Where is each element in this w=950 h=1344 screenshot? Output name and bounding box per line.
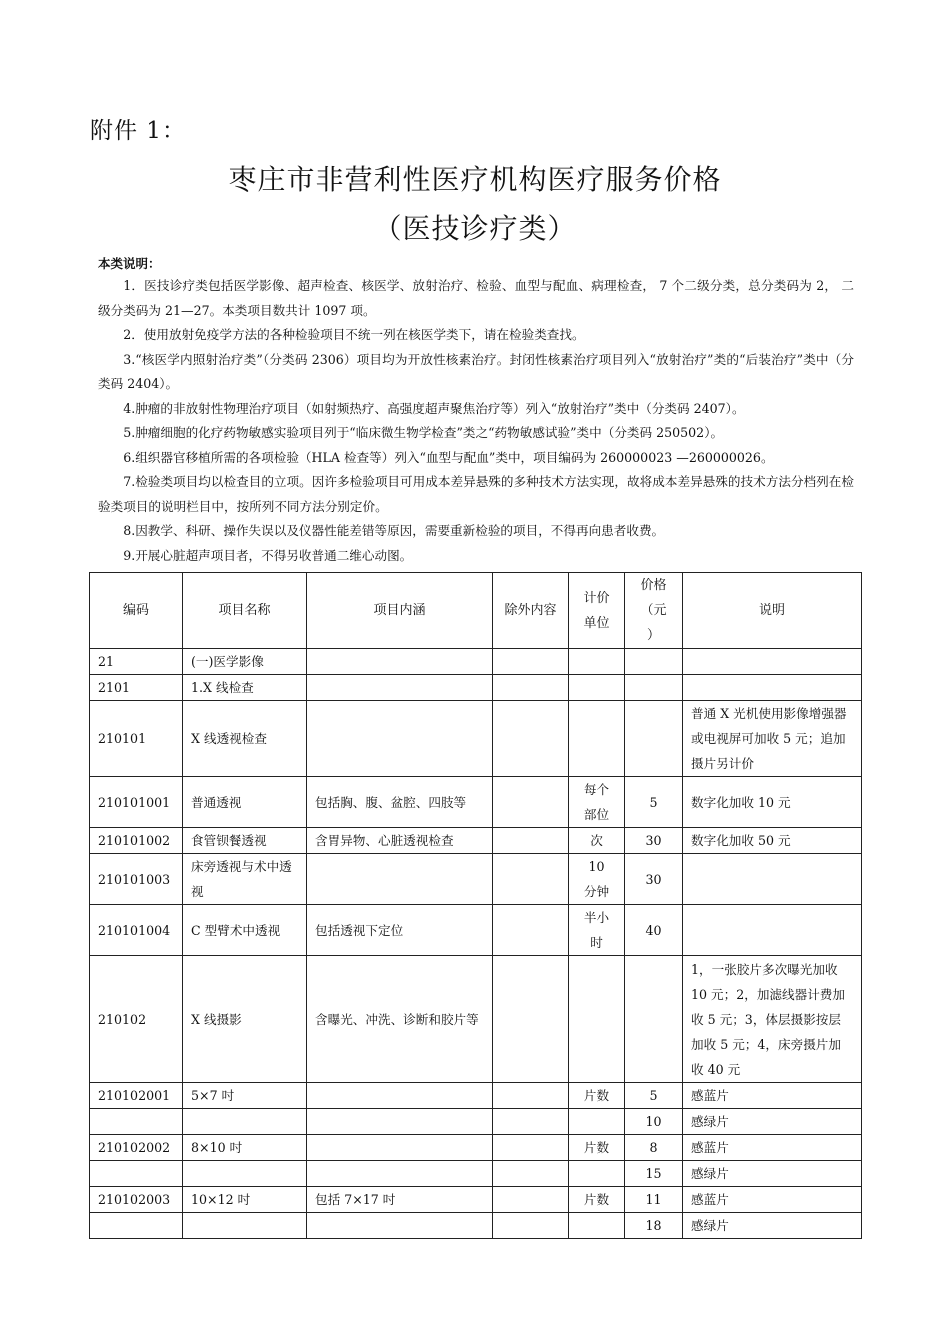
note-item: 9.开展心脏超声项目者，不得另收普通二维心动图。 bbox=[123, 547, 413, 563]
price-table bbox=[89, 572, 862, 1239]
header-content: 项目内涵 bbox=[307, 573, 493, 649]
table-row bbox=[90, 1213, 862, 1239]
cell-note: 1，一张胶片多次曝光加收 10 元；2，加滤线器计费加收 5 元；3，体层摄影按层加收 5 元；4，床旁摄片加收 40 元 bbox=[683, 956, 862, 1083]
cell-excluded bbox=[493, 905, 569, 956]
cell-unit-text: 片数 bbox=[583, 1140, 610, 1155]
cell-unit-text: 10 分钟 bbox=[583, 859, 610, 899]
cell-content: 包括透视下定位 bbox=[307, 905, 493, 956]
cell-code: 210101002 bbox=[90, 828, 183, 854]
cell-unit bbox=[569, 828, 625, 854]
cell-content: 包括胸、腹、盆腔、四肢等 bbox=[307, 777, 493, 828]
cell-code: 210101004 bbox=[90, 905, 183, 956]
cell-excluded bbox=[493, 956, 569, 1083]
cell-excluded bbox=[493, 675, 569, 701]
cell-unit-text: 片数 bbox=[583, 1192, 610, 1207]
cell-code: 210102003 bbox=[90, 1187, 183, 1213]
note-item: 2．使用放射免疫学方法的各种检验项目不统一列在核医学类下，请在检验类查找。 bbox=[123, 327, 585, 342]
cell-name bbox=[183, 1161, 307, 1187]
cell-note: 数字化加收 10 元 bbox=[683, 777, 862, 828]
cell-code: 2101 bbox=[90, 675, 183, 701]
cell-price: 5 bbox=[625, 777, 683, 828]
cell-unit bbox=[569, 701, 625, 777]
header-note: 说明 bbox=[683, 573, 862, 649]
cell-content bbox=[307, 675, 493, 701]
cell-price bbox=[625, 675, 683, 701]
header-unit bbox=[569, 573, 625, 649]
notes-heading: 本类说明： bbox=[98, 256, 161, 271]
cell-note bbox=[683, 905, 862, 956]
cell-content: 包括 7×17 吋 bbox=[307, 1187, 493, 1213]
note-item: 5.肿瘤细胞的化疗药物敏感实验项目列于“临床微生物学检查”类之“药物敏感试验”类中（分类码 250502）。 bbox=[123, 425, 724, 440]
cell-name: 1.X 线检查 bbox=[183, 675, 307, 701]
cell-note bbox=[683, 854, 862, 905]
cell-unit bbox=[569, 649, 625, 675]
cell-price: 15 bbox=[625, 1161, 683, 1187]
cell-excluded bbox=[493, 777, 569, 828]
header-excluded: 除外内容 bbox=[493, 573, 569, 649]
cell-unit bbox=[569, 777, 625, 828]
note-item: 6.组织器官移植所需的各项检验（HLA 检查等）列入“血型与配血”类中，项目编码为 260000023 —260000026。 bbox=[123, 449, 774, 465]
cell-name: X 线摄影 bbox=[183, 956, 307, 1083]
table-body bbox=[90, 649, 862, 1239]
cell-name: 食管钡餐透视 bbox=[183, 828, 307, 854]
cell-price bbox=[625, 649, 683, 675]
cell-excluded bbox=[493, 854, 569, 905]
header-code: 编码 bbox=[90, 573, 183, 649]
cell-content bbox=[307, 1135, 493, 1161]
cell-name: 8×10 吋 bbox=[183, 1135, 307, 1161]
cell-unit bbox=[569, 1135, 625, 1161]
cell-name bbox=[183, 1213, 307, 1239]
cell-price: 8 bbox=[625, 1135, 683, 1161]
header-name: 项目名称 bbox=[183, 573, 307, 649]
cell-price: 18 bbox=[625, 1213, 683, 1239]
cell-code: 210101003 bbox=[90, 854, 183, 905]
cell-content bbox=[307, 649, 493, 675]
table-row bbox=[90, 1187, 862, 1213]
note-item: 1．医技诊疗类包括医学影像、超声检查、核医学、放射治疗、检验、血型与配血、病理检查， 7 个二级分类，总分类码为 2， 二级分类码为 21—27。本类项目数共计 1097 项。 bbox=[98, 278, 854, 318]
table-row bbox=[90, 1135, 862, 1161]
cell-note bbox=[683, 649, 862, 675]
cell-price: 11 bbox=[625, 1187, 683, 1213]
cell-code: 21 bbox=[90, 649, 183, 675]
cell-name: (一)医学影像 bbox=[183, 649, 307, 675]
note-item: 7.检验类项目均以检查目的立项。因许多检验项目可用成本差异悬殊的多种技术方法实现，故将成本差异悬殊的技术方法分档列在检验类项目的说明栏目中，按所列不同方法分别定价。 bbox=[98, 474, 854, 514]
cell-unit bbox=[569, 1109, 625, 1135]
cell-unit-text: 次 bbox=[590, 833, 603, 848]
cell-content bbox=[307, 1109, 493, 1135]
cell-price: 30 bbox=[625, 854, 683, 905]
cell-name: C 型臂术中透视 bbox=[183, 905, 307, 956]
cell-excluded bbox=[493, 1083, 569, 1109]
cell-note: 普通 X 光机使用影像增强器或电视屏可加收 5 元；追加摄片另计价 bbox=[683, 701, 862, 777]
cell-note: 感绿片 bbox=[683, 1213, 862, 1239]
table-row bbox=[90, 649, 862, 675]
cell-price: 40 bbox=[625, 905, 683, 956]
cell-price bbox=[625, 701, 683, 777]
cell-code: 210101001 bbox=[90, 777, 183, 828]
table-header-row bbox=[90, 573, 862, 649]
table-row bbox=[90, 1161, 862, 1187]
table-row bbox=[90, 956, 862, 1083]
cell-unit bbox=[569, 854, 625, 905]
cell-unit bbox=[569, 1187, 625, 1213]
cell-price: 30 bbox=[625, 828, 683, 854]
cell-note: 感蓝片 bbox=[683, 1187, 862, 1213]
cell-code bbox=[90, 1213, 183, 1239]
table-row bbox=[90, 1083, 862, 1109]
header-price bbox=[625, 573, 683, 649]
header-price-text: 价格（元） bbox=[640, 578, 667, 643]
cell-unit-text: 每个部位 bbox=[583, 782, 610, 822]
notes-list bbox=[98, 274, 854, 568]
cell-name: 床旁透视与术中透视 bbox=[183, 854, 307, 905]
cell-unit-text: 半小时 bbox=[583, 910, 610, 950]
cell-unit bbox=[569, 1083, 625, 1109]
cell-content bbox=[307, 1083, 493, 1109]
cell-name: 10×12 吋 bbox=[183, 1187, 307, 1213]
note-item: 8.因教学、科研、操作失误以及仪器性能差错等原因，需要重新检验的项目，不得再向患者收费。 bbox=[123, 523, 665, 538]
cell-code: 210102 bbox=[90, 956, 183, 1083]
table-row bbox=[90, 777, 862, 828]
cell-excluded bbox=[493, 1161, 569, 1187]
cell-price: 10 bbox=[625, 1109, 683, 1135]
cell-price: 5 bbox=[625, 1083, 683, 1109]
cell-name: 5×7 吋 bbox=[183, 1083, 307, 1109]
note-item: 3.“核医学内照射治疗类”（分类码 2306）项目均为开放性核素治疗。封闭性核素治疗项目列入“放射治疗”类的“后装治疗”类中（分类码 2404）。 bbox=[98, 351, 854, 391]
cell-excluded bbox=[493, 1109, 569, 1135]
cell-code bbox=[90, 1109, 183, 1135]
cell-excluded bbox=[493, 701, 569, 777]
cell-note: 感绿片 bbox=[683, 1161, 862, 1187]
cell-name: 普通透视 bbox=[183, 777, 307, 828]
attachment-label: 附件 1： bbox=[90, 118, 186, 144]
table-row bbox=[90, 828, 862, 854]
header-unit-text: 计价单位 bbox=[583, 590, 610, 631]
document-title: 枣庄市非营利性医疗机构医疗服务价格 bbox=[228, 163, 722, 196]
cell-content: 含胃异物、心脏透视检查 bbox=[307, 828, 493, 854]
cell-code: 210102002 bbox=[90, 1135, 183, 1161]
cell-unit bbox=[569, 1161, 625, 1187]
cell-note: 感蓝片 bbox=[683, 1135, 862, 1161]
cell-unit bbox=[569, 905, 625, 956]
cell-excluded bbox=[493, 828, 569, 854]
cell-price bbox=[625, 956, 683, 1083]
cell-content bbox=[307, 1213, 493, 1239]
cell-unit bbox=[569, 956, 625, 1083]
table-row bbox=[90, 701, 862, 777]
cell-content bbox=[307, 701, 493, 777]
table-row bbox=[90, 905, 862, 956]
cell-code bbox=[90, 1161, 183, 1187]
cell-code: 210102001 bbox=[90, 1083, 183, 1109]
cell-excluded bbox=[493, 1135, 569, 1161]
cell-excluded bbox=[493, 649, 569, 675]
cell-note bbox=[683, 675, 862, 701]
cell-unit-text: 片数 bbox=[583, 1088, 610, 1103]
cell-content bbox=[307, 854, 493, 905]
table-row bbox=[90, 1109, 862, 1135]
note-item: 4.肿瘤的非放射性物理治疗项目（如射频热疗、高强度超声聚焦治疗等）列入“放射治疗”类中（分类码 2407）。 bbox=[123, 400, 745, 416]
cell-code: 210101 bbox=[90, 701, 183, 777]
cell-name bbox=[183, 1109, 307, 1135]
cell-name: X 线透视检查 bbox=[183, 701, 307, 777]
cell-note: 数字化加收 50 元 bbox=[683, 828, 862, 854]
cell-content bbox=[307, 1161, 493, 1187]
cell-content: 含曝光、冲洗、诊断和胶片等 bbox=[307, 956, 493, 1083]
document-subtitle: （医技诊疗类） bbox=[373, 212, 577, 245]
cell-excluded bbox=[493, 1187, 569, 1213]
cell-unit bbox=[569, 675, 625, 701]
cell-note: 感绿片 bbox=[683, 1109, 862, 1135]
cell-excluded bbox=[493, 1213, 569, 1239]
table-row bbox=[90, 854, 862, 905]
cell-note: 感蓝片 bbox=[683, 1083, 862, 1109]
cell-unit bbox=[569, 1213, 625, 1239]
table-row bbox=[90, 675, 862, 701]
